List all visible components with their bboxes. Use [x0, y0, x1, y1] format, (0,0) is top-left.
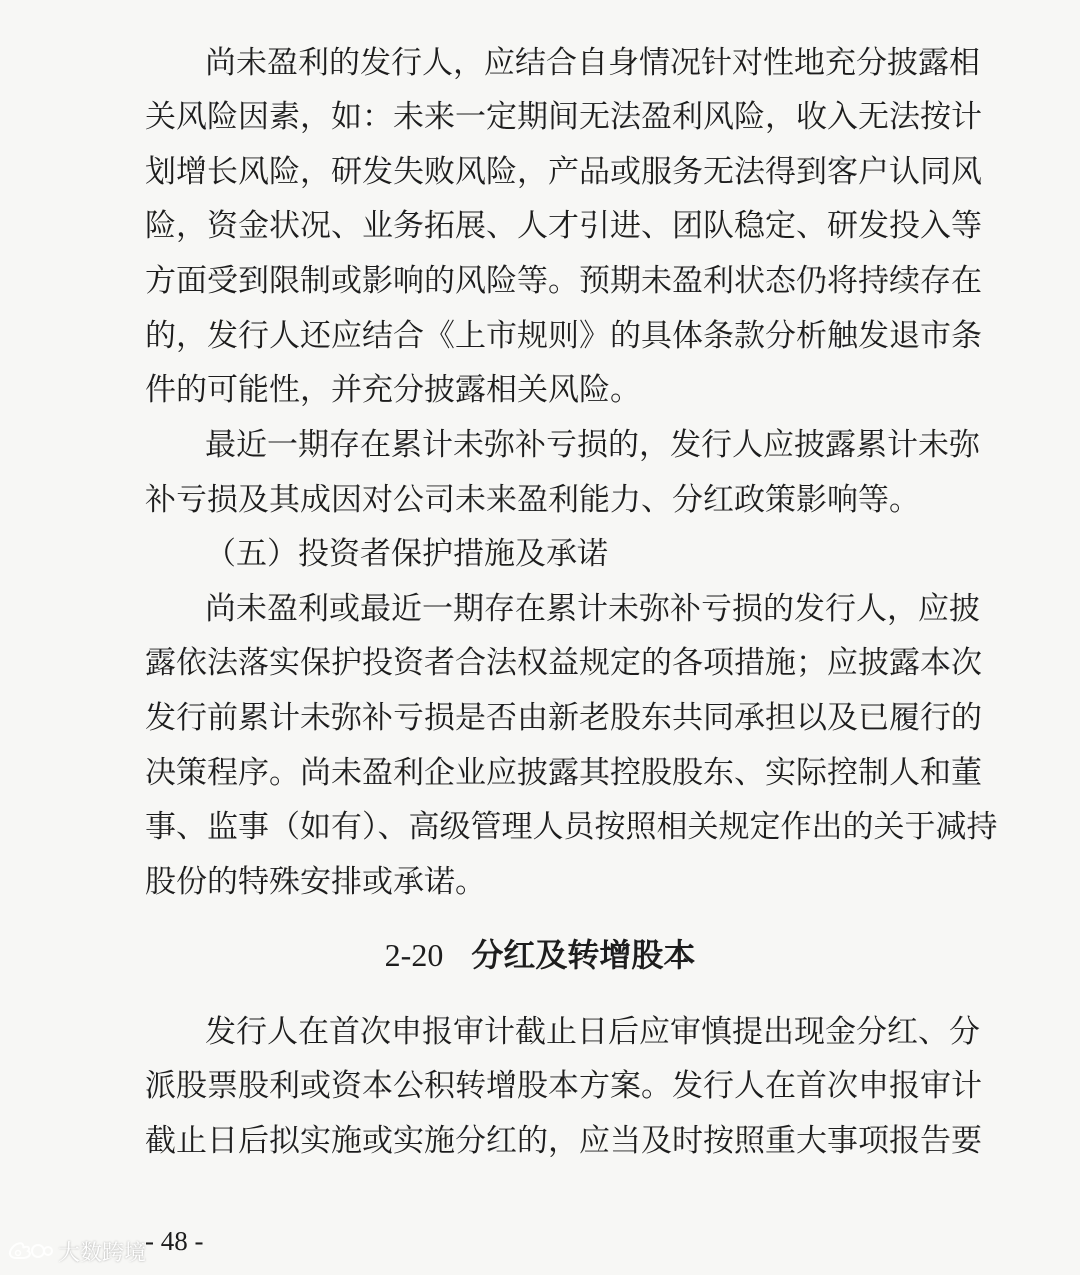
- paragraph-line: 发行人在首次申报审计截止日后应审慎提出现金分红、分: [205, 1014, 980, 1050]
- section-heading: [0, 933, 1080, 977]
- paragraph-line: 件的可能性，并充分披露相关风险。: [145, 372, 641, 408]
- paragraph-line: 事、监事（如有）、高级管理人员按照相关规定作出的关于减持: [145, 809, 998, 845]
- paragraph-line: 发行前累计未弥补亏损是否由新老股东共同承担以及已履行的: [145, 700, 982, 736]
- paragraph-line: 最近一期存在累计未弥补亏损的，发行人应披露累计未弥: [205, 427, 980, 463]
- section-number: 2-20: [384, 937, 444, 973]
- paragraph-line: 尚未盈利的发行人，应结合自身情况针对性地充分披露相: [205, 45, 980, 81]
- watermark-text: 大数跨境: [58, 1240, 147, 1266]
- paragraph-line: 股份的特殊安排或承诺。: [145, 864, 486, 900]
- paragraph-line: 补亏损及其成因对公司未来盈利能力、分红政策影响等。: [145, 482, 920, 518]
- paragraph-line: 决策程序。尚未盈利企业应披露其控股股东、实际控制人和董: [145, 755, 982, 791]
- paragraph-line: 截止日后拟实施或实施分红的，应当及时按照重大事项报告要: [145, 1123, 982, 1159]
- page-number: - 48 -: [145, 1226, 204, 1256]
- paragraph-line: 露依法落实保护投资者合法权益规定的各项措施；应披露本次: [145, 645, 982, 681]
- weibo-logo-icon: [6, 1238, 54, 1264]
- paragraph-line: 尚未盈利或最近一期存在累计未弥补亏损的发行人，应披: [205, 591, 980, 627]
- paragraph-line: 险，资金状况、业务拓展、人才引进、团队稳定、研发投入等: [145, 208, 982, 244]
- paragraph-line: 划增长风险，研发失败风险，产品或服务无法得到客户认同风: [145, 154, 982, 190]
- paragraph-line: 的，发行人还应结合《上市规则》的具体条款分析触发退市条: [145, 318, 982, 354]
- paragraph-line: 关风险因素，如：未来一定期间无法盈利风险，收入无法按计: [145, 99, 982, 135]
- watermark: [6, 1234, 146, 1268]
- paragraph-line: 派股票股利或资本公积转增股本方案。发行人在首次申报审计: [145, 1068, 982, 1104]
- paragraph-line: 方面受到限制或影响的风险等。预期未盈利状态仍将持续存在: [145, 263, 982, 299]
- section-title: 分红及转增股本: [471, 936, 696, 974]
- subsection-heading: （五）投资者保护措施及承诺: [205, 536, 608, 572]
